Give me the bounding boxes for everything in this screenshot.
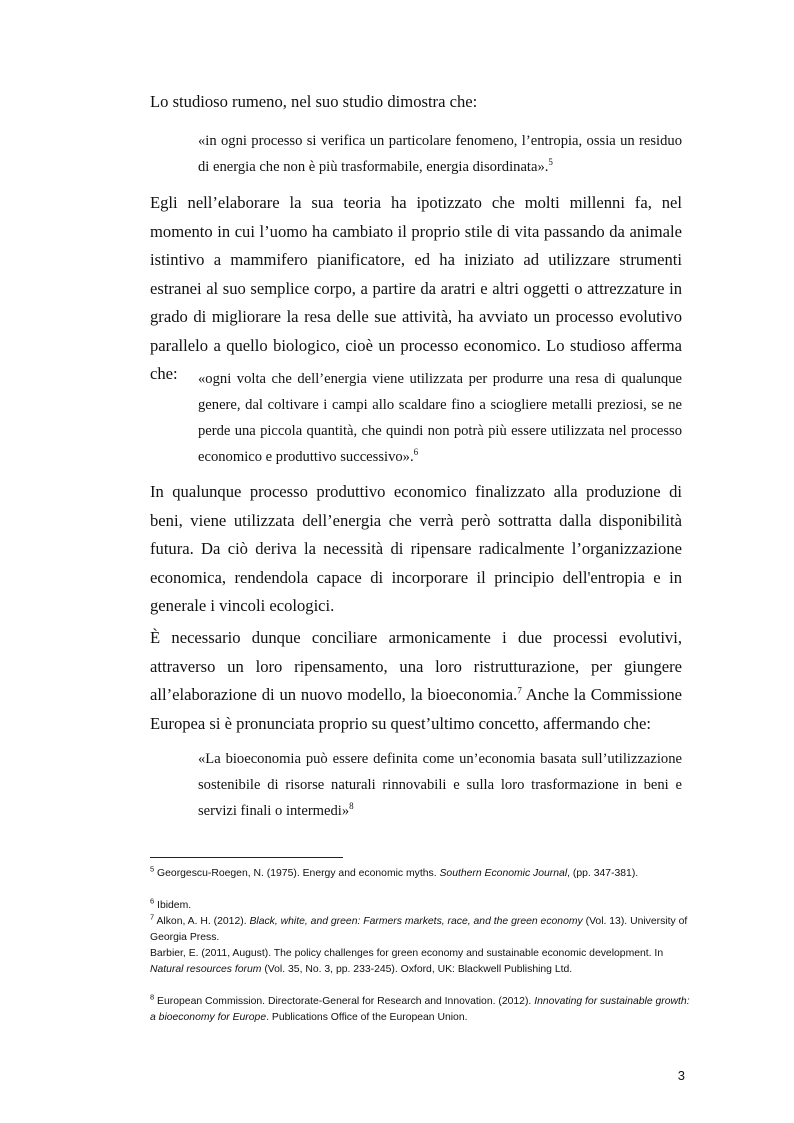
footnote-5: $^5$ Georgescu-Roegen, N. (1975). Energy and economic myths. Southern Economic Journal, (pp. 347-381). bbox=[150, 864, 639, 879]
footnote-6: $^6$ Ibidem. bbox=[150, 896, 192, 911]
footnote-ref-8: 8 bbox=[349, 801, 354, 812]
footnote-ref-7: 7 bbox=[517, 685, 522, 696]
footnote-separator bbox=[150, 857, 343, 858]
page-number: 3 bbox=[677, 1068, 685, 1083]
paragraph-production: In qualunque processo produttivo economico finalizzato alla produzione di beni, viene utilizzata dell’energia che verrà però sottratta dalla disponibilità futura. Da ciò deriva la necessità di ripensare radicalmente l’organizzazione economica, rendendola capace di incorporare il principio dell'entropia e in generale i vincoli ecologici. bbox=[150, 482, 682, 615]
intro-paragraph: Lo studioso rumeno, nel suo studio dimostra che: bbox=[150, 92, 478, 111]
footnote-8: $^8$ European Commission. Directorate-General for Research and Innovation. (2012). Innovating for sustainable growth: a bioeconomy for Europe. Publications Office of the European Union. bbox=[150, 992, 690, 1023]
quote-entropy: «in ogni processo si verifica un particolare fenomeno, l’entropia, ossia un residuo di energia che non è più trasformabile, energia disordinata».$^5$ bbox=[198, 133, 682, 175]
footnote-ref-5: 5 bbox=[548, 157, 553, 168]
footnote-7: $^7$ Alkon, A. H. (2012). Black, white, and green: Farmers markets, race, and the green economy (Vol. 13). University of Georgia Press. bbox=[150, 912, 688, 943]
footnote-ref-6: 6 bbox=[413, 447, 419, 458]
quote-commission: «La bioeconomia può essere definita come un’economia basata sull’utilizzazione sostenibile di risorse naturali rinnovabili e sulla loro trasformazione in beni e servizi finali o intermedi»$^8$ bbox=[198, 751, 682, 819]
quote-energy: «ogni volta che dell’energia viene utilizzata per produrre una resa di qualunque genere, dal coltivare i campi allo scaldare fino a sciogliere metalli preziosi, se ne perde una piccola quantità, che quindi non potrà più essere utilizzata nel processo economico e produttivo successivo».$^6$ bbox=[198, 371, 682, 465]
paragraph-theory: Egli nell’elaborare la sua teoria ha ipotizzato che molti millenni fa, nel momento in cui l’uomo ha cambiato il proprio stile di vita passando da animale istintivo a mammifero pianificatore, ed ha iniziato ad utilizzare strumenti estranei al suo semplice corpo, a partire da aratri e altri oggetti o attrezzature in grado di migliorare la resa delle sue attività, ha avviato un processo evolutivo parallelo a quello biologico, cioè un processo economico. Lo studioso afferma che: bbox=[150, 193, 682, 383]
footnote-7-barbier: Barbier, E. (2011, August). The policy challenges for green economy and sustainable economic development. In Natural resources forum (Vol. 35, No. 3, pp. 233-245). Oxford, UK: Blackwell Publishing Ltd. bbox=[150, 948, 664, 975]
paragraph-bioeconomy: È necessario dunque conciliare armonicamente i due processi evolutivi, attraverso un loro ripensamento, una loro ristrutturazione, per giungere all’elaborazione di un nuovo modello, la bioeconomia.$^7$ Anche la Commissione Europea si è pronunciata proprio su quest’ultimo concetto, affermando che: bbox=[150, 628, 682, 733]
